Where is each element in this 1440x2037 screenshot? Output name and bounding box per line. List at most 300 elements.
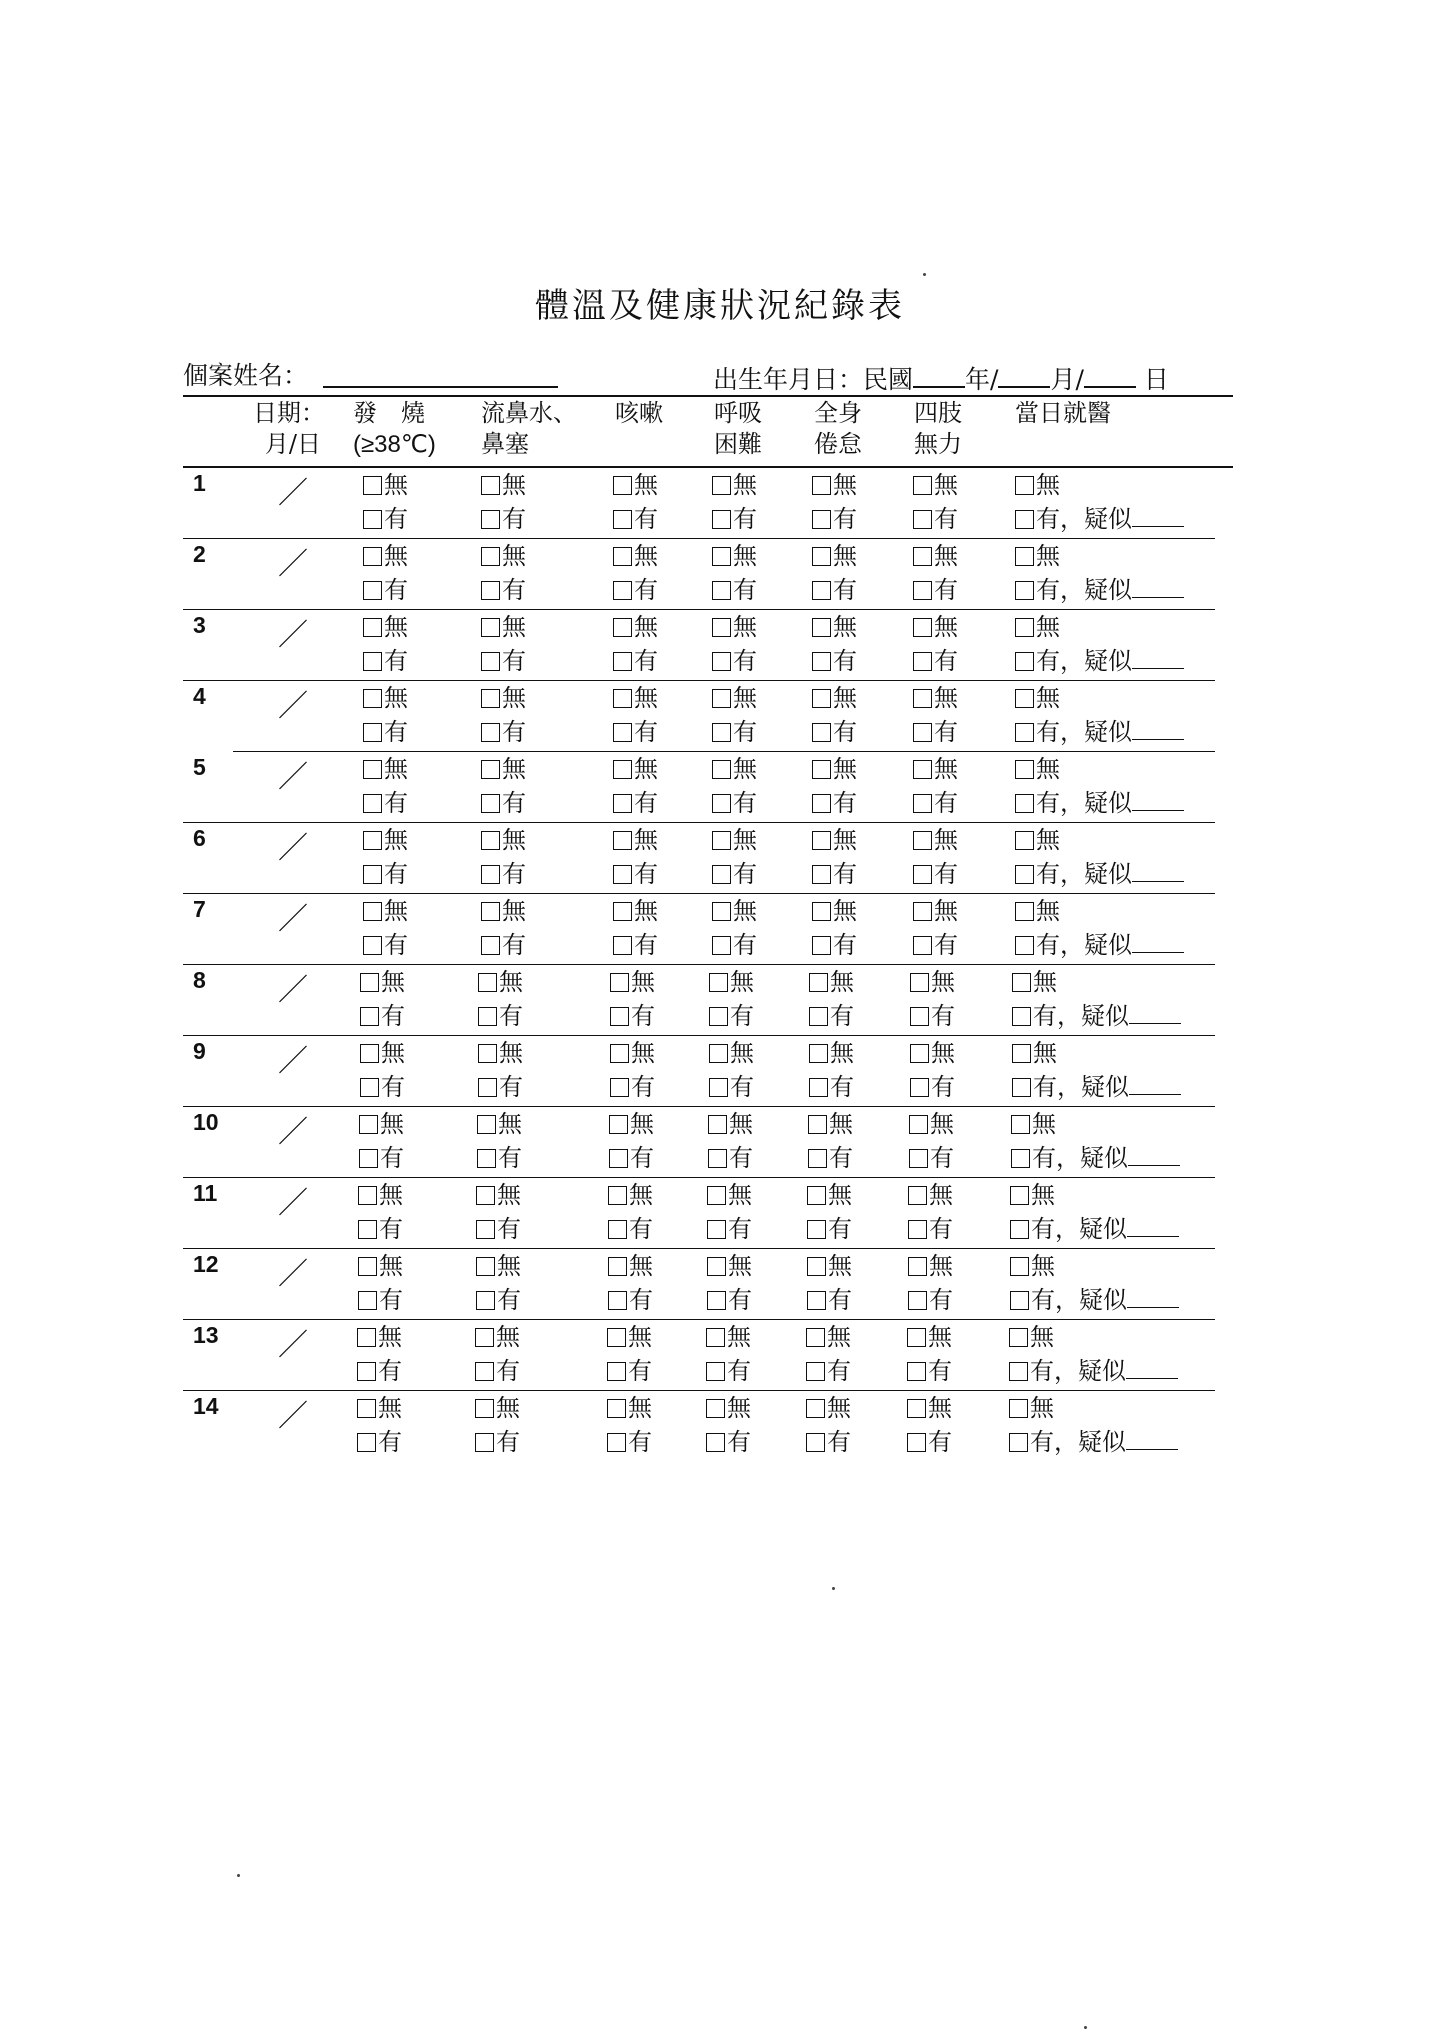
checkbox[interactable]: [481, 618, 500, 637]
checkbox[interactable]: [610, 1007, 629, 1026]
limbs-none-option[interactable]: [908, 1180, 953, 1210]
checkbox[interactable]: [613, 689, 632, 708]
fatigue-none-option[interactable]: [812, 896, 857, 926]
suspect-field[interactable]: [1132, 504, 1184, 527]
checkbox[interactable]: [913, 831, 932, 850]
checkbox[interactable]: [1015, 831, 1034, 850]
suspect-field[interactable]: [1129, 1072, 1181, 1095]
breath-none-option[interactable]: [709, 1038, 754, 1068]
limbs-none-option[interactable]: [913, 896, 958, 926]
fatigue-yes-option[interactable]: [812, 859, 857, 889]
checkbox[interactable]: [809, 1044, 828, 1063]
breath-none-option[interactable]: [712, 470, 757, 500]
checkbox[interactable]: [913, 865, 932, 884]
doctor-none-option[interactable]: [1015, 683, 1060, 713]
checkbox[interactable]: [358, 1257, 377, 1276]
checkbox[interactable]: [708, 1149, 727, 1168]
nose-none-option[interactable]: [481, 541, 526, 571]
cough-none-option[interactable]: [613, 541, 658, 571]
checkbox[interactable]: [913, 794, 932, 813]
doctor-yes-option[interactable]: [1015, 930, 1184, 960]
checkbox[interactable]: [707, 1186, 726, 1205]
fever-none-option[interactable]: [357, 1322, 402, 1352]
doctor-none-option[interactable]: [1015, 754, 1060, 784]
doctor-yes-option[interactable]: [1010, 1285, 1179, 1315]
checkbox[interactable]: [481, 689, 500, 708]
date-field[interactable]: ／: [278, 690, 308, 723]
nose-yes-option[interactable]: [478, 1072, 523, 1102]
checkbox[interactable]: [1009, 1399, 1028, 1418]
breath-none-option[interactable]: [712, 754, 757, 784]
breath-yes-option[interactable]: [712, 788, 757, 818]
checkbox[interactable]: [613, 831, 632, 850]
checkbox[interactable]: [478, 973, 497, 992]
checkbox[interactable]: [712, 723, 731, 742]
checkbox[interactable]: [706, 1328, 725, 1347]
checkbox[interactable]: [909, 1149, 928, 1168]
checkbox[interactable]: [712, 936, 731, 955]
checkbox[interactable]: [481, 581, 500, 600]
checkbox[interactable]: [360, 1078, 379, 1097]
checkbox[interactable]: [712, 618, 731, 637]
breath-none-option[interactable]: [707, 1180, 752, 1210]
checkbox[interactable]: [478, 1007, 497, 1026]
checkbox[interactable]: [481, 723, 500, 742]
nose-none-option[interactable]: [476, 1251, 521, 1281]
checkbox[interactable]: [1015, 902, 1034, 921]
checkbox[interactable]: [610, 1078, 629, 1097]
fatigue-none-option[interactable]: [812, 754, 857, 784]
limbs-yes-option[interactable]: [913, 504, 958, 534]
fever-yes-option[interactable]: [358, 1214, 403, 1244]
checkbox[interactable]: [358, 1186, 377, 1205]
checkbox[interactable]: [1009, 1362, 1028, 1381]
cough-none-option[interactable]: [607, 1393, 652, 1423]
checkbox[interactable]: [1011, 1149, 1030, 1168]
nose-none-option[interactable]: [481, 754, 526, 784]
fatigue-none-option[interactable]: [806, 1322, 851, 1352]
cough-yes-option[interactable]: [608, 1285, 653, 1315]
breath-none-option[interactable]: [712, 896, 757, 926]
date-field[interactable]: ／: [278, 477, 308, 510]
checkbox[interactable]: [1015, 476, 1034, 495]
cough-yes-option[interactable]: [608, 1214, 653, 1244]
nose-none-option[interactable]: [481, 825, 526, 855]
checkbox[interactable]: [608, 1257, 627, 1276]
limbs-yes-option[interactable]: [908, 1214, 953, 1244]
nose-yes-option[interactable]: [481, 575, 526, 605]
nose-yes-option[interactable]: [475, 1356, 520, 1386]
checkbox[interactable]: [476, 1220, 495, 1239]
cough-none-option[interactable]: [610, 967, 655, 997]
breath-yes-option[interactable]: [707, 1285, 752, 1315]
checkbox[interactable]: [913, 936, 932, 955]
doctor-yes-option[interactable]: [1015, 575, 1184, 605]
checkbox[interactable]: [613, 510, 632, 529]
fever-yes-option[interactable]: [363, 646, 408, 676]
checkbox[interactable]: [812, 760, 831, 779]
fatigue-yes-option[interactable]: [807, 1214, 852, 1244]
checkbox[interactable]: [608, 1220, 627, 1239]
checkbox[interactable]: [812, 902, 831, 921]
date-field[interactable]: ／: [278, 1329, 308, 1362]
fever-none-option[interactable]: [363, 683, 408, 713]
checkbox[interactable]: [358, 1220, 377, 1239]
cough-yes-option[interactable]: [613, 504, 658, 534]
checkbox[interactable]: [712, 547, 731, 566]
checkbox[interactable]: [363, 865, 382, 884]
fatigue-none-option[interactable]: [812, 541, 857, 571]
nose-yes-option[interactable]: [481, 859, 526, 889]
checkbox[interactable]: [809, 1078, 828, 1097]
checkbox[interactable]: [363, 618, 382, 637]
checkbox[interactable]: [712, 902, 731, 921]
fatigue-none-option[interactable]: [807, 1180, 852, 1210]
cough-yes-option[interactable]: [610, 1072, 655, 1102]
nose-none-option[interactable]: [475, 1322, 520, 1352]
fever-yes-option[interactable]: [363, 504, 408, 534]
suspect-field[interactable]: [1126, 1356, 1178, 1379]
checkbox[interactable]: [608, 1291, 627, 1310]
checkbox[interactable]: [363, 547, 382, 566]
limbs-yes-option[interactable]: [913, 575, 958, 605]
checkbox[interactable]: [481, 831, 500, 850]
fever-yes-option[interactable]: [360, 1001, 405, 1031]
checkbox[interactable]: [712, 510, 731, 529]
checkbox[interactable]: [608, 1186, 627, 1205]
checkbox[interactable]: [808, 1115, 827, 1134]
checkbox[interactable]: [806, 1433, 825, 1452]
nose-none-option[interactable]: [481, 683, 526, 713]
doctor-none-option[interactable]: [1015, 612, 1060, 642]
breath-yes-option[interactable]: [712, 504, 757, 534]
date-field[interactable]: ／: [278, 1116, 308, 1149]
nose-yes-option[interactable]: [476, 1285, 521, 1315]
fatigue-yes-option[interactable]: [807, 1285, 852, 1315]
checkbox[interactable]: [913, 652, 932, 671]
cough-none-option[interactable]: [613, 825, 658, 855]
nose-none-option[interactable]: [475, 1393, 520, 1423]
checkbox[interactable]: [363, 902, 382, 921]
doctor-none-option[interactable]: [1012, 1038, 1057, 1068]
breath-none-option[interactable]: [707, 1251, 752, 1281]
checkbox[interactable]: [1012, 973, 1031, 992]
checkbox[interactable]: [363, 723, 382, 742]
limbs-yes-option[interactable]: [909, 1143, 954, 1173]
nose-none-option[interactable]: [481, 612, 526, 642]
nose-none-option[interactable]: [481, 896, 526, 926]
cough-yes-option[interactable]: [613, 646, 658, 676]
checkbox[interactable]: [910, 1044, 929, 1063]
date-field[interactable]: ／: [278, 761, 308, 794]
checkbox[interactable]: [1010, 1257, 1029, 1276]
checkbox[interactable]: [478, 1044, 497, 1063]
checkbox[interactable]: [360, 1044, 379, 1063]
checkbox[interactable]: [913, 689, 932, 708]
cough-yes-option[interactable]: [613, 859, 658, 889]
checkbox[interactable]: [613, 618, 632, 637]
fatigue-none-option[interactable]: [812, 470, 857, 500]
fatigue-yes-option[interactable]: [809, 1001, 854, 1031]
fever-yes-option[interactable]: [357, 1356, 402, 1386]
fever-none-option[interactable]: [363, 825, 408, 855]
checkbox[interactable]: [908, 1291, 927, 1310]
breath-yes-option[interactable]: [712, 930, 757, 960]
checkbox[interactable]: [481, 476, 500, 495]
limbs-yes-option[interactable]: [908, 1285, 953, 1315]
suspect-field[interactable]: [1132, 646, 1184, 669]
doctor-yes-option[interactable]: [1012, 1072, 1181, 1102]
suspect-field[interactable]: [1132, 930, 1184, 953]
checkbox[interactable]: [481, 760, 500, 779]
checkbox[interactable]: [812, 652, 831, 671]
checkbox[interactable]: [607, 1399, 626, 1418]
limbs-yes-option[interactable]: [913, 859, 958, 889]
checkbox[interactable]: [709, 1007, 728, 1026]
checkbox[interactable]: [913, 618, 932, 637]
fever-yes-option[interactable]: [363, 717, 408, 747]
limbs-none-option[interactable]: [913, 754, 958, 784]
checkbox[interactable]: [477, 1115, 496, 1134]
checkbox[interactable]: [913, 547, 932, 566]
fatigue-yes-option[interactable]: [812, 930, 857, 960]
checkbox[interactable]: [1015, 760, 1034, 779]
checkbox[interactable]: [477, 1149, 496, 1168]
checkbox[interactable]: [478, 1078, 497, 1097]
cough-yes-option[interactable]: [613, 575, 658, 605]
checkbox[interactable]: [363, 794, 382, 813]
fatigue-yes-option[interactable]: [808, 1143, 853, 1173]
checkbox[interactable]: [1015, 865, 1034, 884]
fatigue-yes-option[interactable]: [812, 504, 857, 534]
nose-yes-option[interactable]: [481, 788, 526, 818]
doctor-none-option[interactable]: [1015, 541, 1060, 571]
checkbox[interactable]: [475, 1328, 494, 1347]
checkbox[interactable]: [1012, 1078, 1031, 1097]
fatigue-yes-option[interactable]: [812, 646, 857, 676]
checkbox[interactable]: [1010, 1220, 1029, 1239]
doctor-none-option[interactable]: [1011, 1109, 1056, 1139]
checkbox[interactable]: [807, 1257, 826, 1276]
checkbox[interactable]: [706, 1362, 725, 1381]
checkbox[interactable]: [610, 1044, 629, 1063]
nose-none-option[interactable]: [478, 967, 523, 997]
suspect-field[interactable]: [1129, 1001, 1181, 1024]
date-field[interactable]: ／: [278, 1045, 308, 1078]
breath-yes-option[interactable]: [712, 575, 757, 605]
limbs-yes-option[interactable]: [907, 1356, 952, 1386]
checkbox[interactable]: [1015, 723, 1034, 742]
breath-yes-option[interactable]: [712, 717, 757, 747]
checkbox[interactable]: [360, 1007, 379, 1026]
patient-name-field[interactable]: [323, 386, 558, 388]
limbs-none-option[interactable]: [913, 612, 958, 642]
limbs-none-option[interactable]: [910, 967, 955, 997]
checkbox[interactable]: [476, 1257, 495, 1276]
checkbox[interactable]: [476, 1291, 495, 1310]
checkbox[interactable]: [908, 1186, 927, 1205]
cough-none-option[interactable]: [607, 1322, 652, 1352]
doctor-none-option[interactable]: [1010, 1251, 1055, 1281]
birth-day-field[interactable]: [1084, 364, 1136, 388]
limbs-yes-option[interactable]: [913, 788, 958, 818]
checkbox[interactable]: [812, 510, 831, 529]
checkbox[interactable]: [707, 1291, 726, 1310]
breath-yes-option[interactable]: [707, 1214, 752, 1244]
checkbox[interactable]: [609, 1115, 628, 1134]
limbs-yes-option[interactable]: [910, 1072, 955, 1102]
date-field[interactable]: ／: [278, 1400, 308, 1433]
cough-none-option[interactable]: [608, 1180, 653, 1210]
checkbox[interactable]: [1011, 1115, 1030, 1134]
checkbox[interactable]: [1010, 1291, 1029, 1310]
checkbox[interactable]: [910, 973, 929, 992]
limbs-none-option[interactable]: [910, 1038, 955, 1068]
cough-yes-option[interactable]: [607, 1427, 652, 1457]
fatigue-none-option[interactable]: [807, 1251, 852, 1281]
breath-yes-option[interactable]: [706, 1356, 751, 1386]
checkbox[interactable]: [363, 760, 382, 779]
limbs-none-option[interactable]: [907, 1322, 952, 1352]
checkbox[interactable]: [908, 1257, 927, 1276]
fever-yes-option[interactable]: [357, 1427, 402, 1457]
fever-yes-option[interactable]: [363, 930, 408, 960]
suspect-field[interactable]: [1132, 717, 1184, 740]
checkbox[interactable]: [1012, 1044, 1031, 1063]
fever-none-option[interactable]: [360, 1038, 405, 1068]
checkbox[interactable]: [613, 723, 632, 742]
checkbox[interactable]: [812, 476, 831, 495]
checkbox[interactable]: [809, 1007, 828, 1026]
checkbox[interactable]: [613, 760, 632, 779]
checkbox[interactable]: [712, 581, 731, 600]
checkbox[interactable]: [1015, 581, 1034, 600]
fever-none-option[interactable]: [358, 1251, 403, 1281]
fever-none-option[interactable]: [358, 1180, 403, 1210]
doctor-yes-option[interactable]: [1011, 1143, 1180, 1173]
doctor-yes-option[interactable]: [1015, 788, 1184, 818]
fatigue-none-option[interactable]: [812, 612, 857, 642]
checkbox[interactable]: [363, 510, 382, 529]
doctor-none-option[interactable]: [1015, 896, 1060, 926]
checkbox[interactable]: [812, 794, 831, 813]
nose-yes-option[interactable]: [481, 930, 526, 960]
doctor-yes-option[interactable]: [1015, 646, 1184, 676]
checkbox[interactable]: [613, 581, 632, 600]
checkbox[interactable]: [913, 581, 932, 600]
limbs-yes-option[interactable]: [907, 1427, 952, 1457]
nose-none-option[interactable]: [476, 1180, 521, 1210]
checkbox[interactable]: [712, 760, 731, 779]
checkbox[interactable]: [913, 902, 932, 921]
date-field[interactable]: ／: [278, 548, 308, 581]
checkbox[interactable]: [712, 689, 731, 708]
cough-yes-option[interactable]: [613, 717, 658, 747]
checkbox[interactable]: [907, 1399, 926, 1418]
fever-none-option[interactable]: [363, 470, 408, 500]
checkbox[interactable]: [476, 1186, 495, 1205]
checkbox[interactable]: [481, 865, 500, 884]
fatigue-none-option[interactable]: [812, 683, 857, 713]
checkbox[interactable]: [812, 936, 831, 955]
checkbox[interactable]: [610, 973, 629, 992]
cough-none-option[interactable]: [613, 612, 658, 642]
limbs-none-option[interactable]: [908, 1251, 953, 1281]
date-field[interactable]: ／: [278, 974, 308, 1007]
suspect-field[interactable]: [1126, 1427, 1178, 1450]
checkbox[interactable]: [812, 581, 831, 600]
checkbox[interactable]: [481, 510, 500, 529]
checkbox[interactable]: [607, 1328, 626, 1347]
limbs-none-option[interactable]: [909, 1109, 954, 1139]
cough-none-option[interactable]: [609, 1109, 654, 1139]
limbs-none-option[interactable]: [913, 825, 958, 855]
checkbox[interactable]: [910, 1007, 929, 1026]
cough-none-option[interactable]: [610, 1038, 655, 1068]
checkbox[interactable]: [1015, 794, 1034, 813]
fatigue-none-option[interactable]: [809, 967, 854, 997]
checkbox[interactable]: [607, 1362, 626, 1381]
fatigue-yes-option[interactable]: [806, 1356, 851, 1386]
nose-yes-option[interactable]: [481, 504, 526, 534]
checkbox[interactable]: [357, 1362, 376, 1381]
checkbox[interactable]: [1015, 510, 1034, 529]
nose-yes-option[interactable]: [476, 1214, 521, 1244]
checkbox[interactable]: [481, 547, 500, 566]
fever-none-option[interactable]: [363, 612, 408, 642]
checkbox[interactable]: [907, 1362, 926, 1381]
checkbox[interactable]: [357, 1328, 376, 1347]
fever-yes-option[interactable]: [363, 575, 408, 605]
checkbox[interactable]: [806, 1362, 825, 1381]
checkbox[interactable]: [913, 476, 932, 495]
limbs-yes-option[interactable]: [913, 930, 958, 960]
fever-none-option[interactable]: [363, 896, 408, 926]
date-field[interactable]: ／: [278, 1258, 308, 1291]
doctor-yes-option[interactable]: [1012, 1001, 1181, 1031]
checkbox[interactable]: [475, 1433, 494, 1452]
limbs-yes-option[interactable]: [910, 1001, 955, 1031]
breath-none-option[interactable]: [712, 541, 757, 571]
checkbox[interactable]: [709, 1044, 728, 1063]
checkbox[interactable]: [913, 510, 932, 529]
limbs-none-option[interactable]: [913, 683, 958, 713]
checkbox[interactable]: [807, 1291, 826, 1310]
checkbox[interactable]: [913, 760, 932, 779]
fatigue-yes-option[interactable]: [809, 1072, 854, 1102]
checkbox[interactable]: [1015, 936, 1034, 955]
checkbox[interactable]: [613, 936, 632, 955]
checkbox[interactable]: [1015, 618, 1034, 637]
fatigue-none-option[interactable]: [809, 1038, 854, 1068]
checkbox[interactable]: [806, 1328, 825, 1347]
checkbox[interactable]: [712, 652, 731, 671]
checkbox[interactable]: [607, 1433, 626, 1452]
breath-none-option[interactable]: [706, 1322, 751, 1352]
checkbox[interactable]: [908, 1220, 927, 1239]
checkbox[interactable]: [708, 1115, 727, 1134]
limbs-yes-option[interactable]: [913, 717, 958, 747]
nose-yes-option[interactable]: [478, 1001, 523, 1031]
checkbox[interactable]: [709, 1078, 728, 1097]
breath-none-option[interactable]: [712, 825, 757, 855]
checkbox[interactable]: [363, 936, 382, 955]
checkbox[interactable]: [475, 1362, 494, 1381]
checkbox[interactable]: [1010, 1186, 1029, 1205]
breath-none-option[interactable]: [712, 612, 757, 642]
breath-none-option[interactable]: [712, 683, 757, 713]
breath-none-option[interactable]: [706, 1393, 751, 1423]
